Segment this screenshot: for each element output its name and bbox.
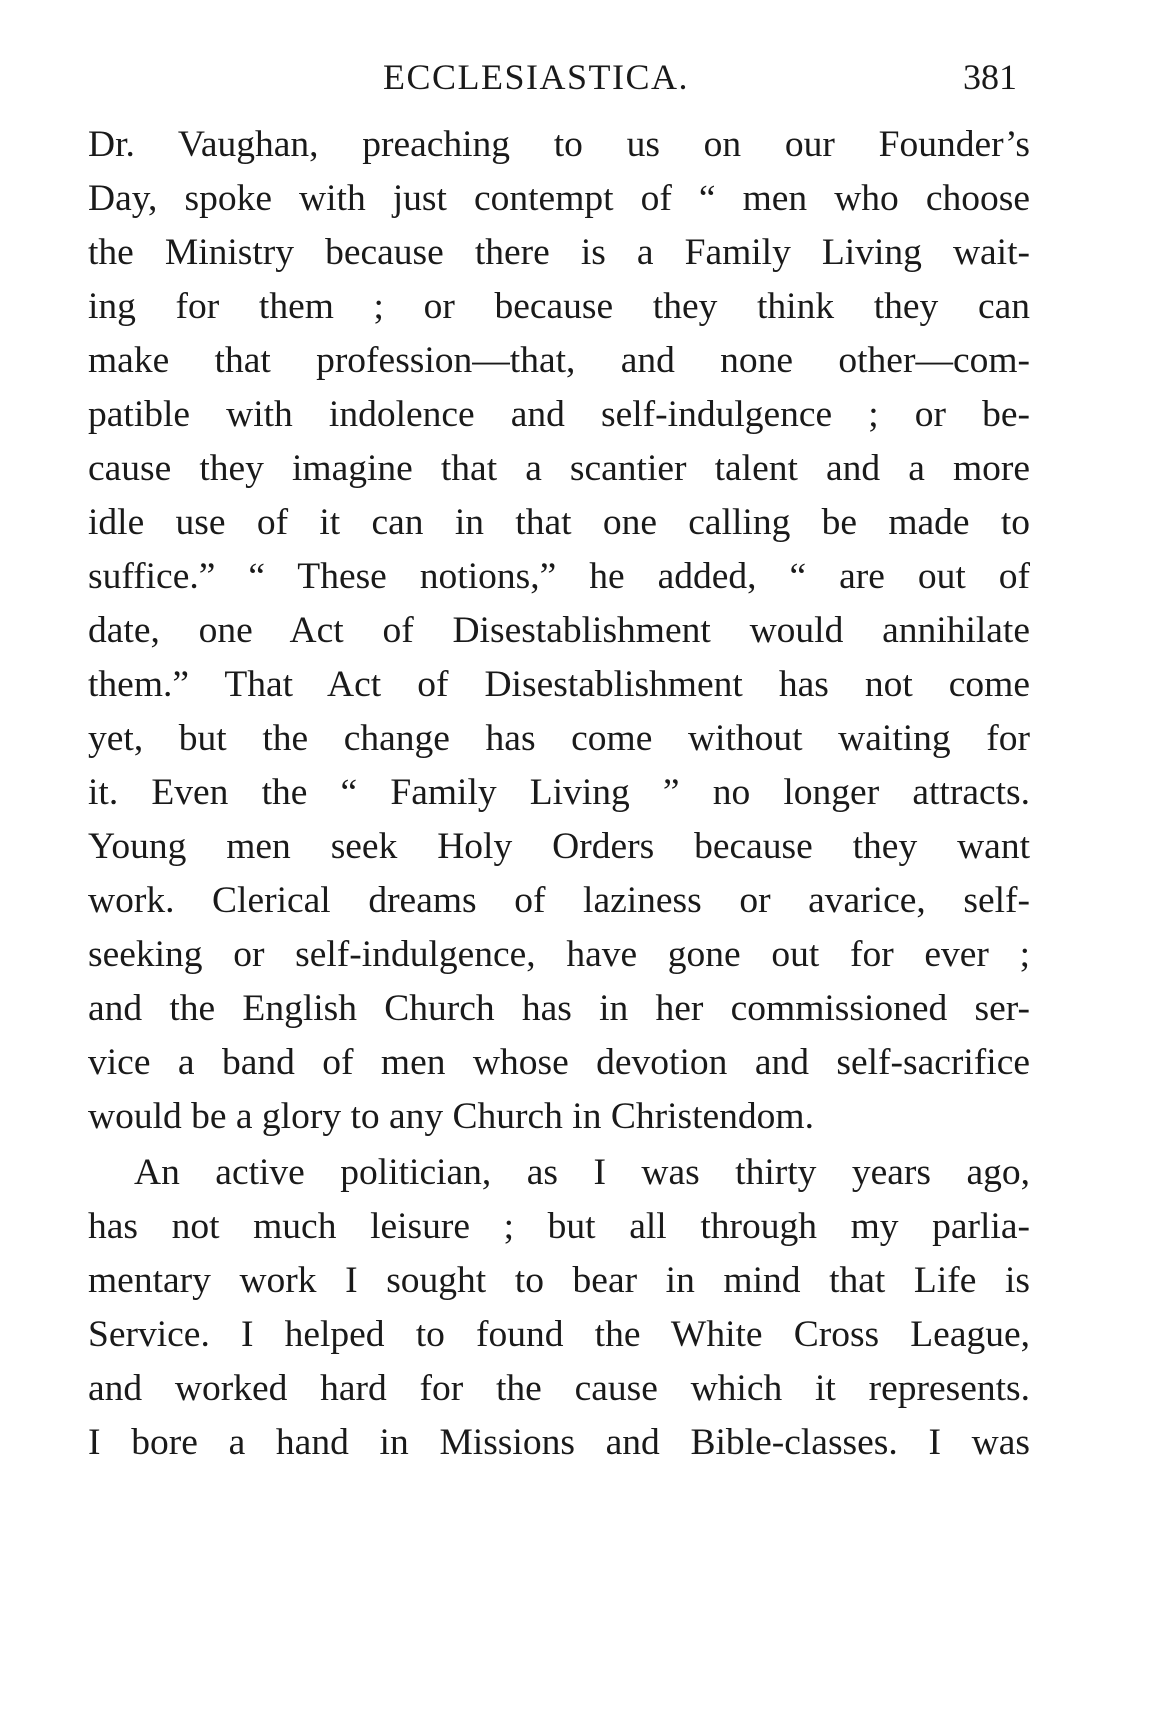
text-line: An active politician, as I was thirty years ago, <box>134 1152 1030 1193</box>
text-line: yet, but the change has come without waiting for <box>88 718 1030 759</box>
text-line: seeking or self-indulgence, have gone out for ever ; <box>88 934 1030 975</box>
text-line: and the English Church has in her commissioned ser- <box>88 988 1030 1029</box>
running-head <box>0 52 1152 102</box>
text-line: Service. I helped to found the White Cross League, <box>88 1314 1030 1355</box>
text-line: idle use of it can in that one calling be made to <box>88 502 1030 543</box>
text-line: mentary work I sought to bear in mind that Life is <box>88 1260 1030 1301</box>
text-line: has not much leisure ; but all through my parlia- <box>88 1206 1030 1247</box>
text-line: would be a glory to any Church in Christendom. <box>88 1096 814 1137</box>
text-line: patible with indolence and self-indulgence ; or be- <box>88 394 1030 435</box>
text-line: and worked hard for the cause which it represents. <box>88 1368 1030 1409</box>
text-line: it. Even the “ Family Living ” no longer attracts. <box>88 772 1030 813</box>
text-line: the Ministry because there is a Family Living wait- <box>88 232 1030 273</box>
text-line: ing for them ; or because they think they can <box>88 286 1030 327</box>
page-number: 381 <box>963 57 1017 97</box>
text-line: Dr. Vaughan, preaching to us on our Founder’s <box>88 124 1030 165</box>
text-line: I bore a hand in Missions and Bible-classes. I was <box>88 1422 1030 1463</box>
text-line: make that profession—that, and none other—com- <box>88 340 1030 381</box>
text-line: Day, spoke with just contempt of “ men who choose <box>88 178 1030 219</box>
text-line: vice a band of men whose devotion and self-sacrifice <box>88 1042 1030 1083</box>
text-line: suffice.” “ These notions,” he added, “ are out of <box>88 556 1030 597</box>
text-line: work. Clerical dreams of laziness or avarice, self- <box>88 880 1030 921</box>
text-line: cause they imagine that a scantier talent and a more <box>88 448 1030 489</box>
text-line: Young men seek Holy Orders because they want <box>88 826 1030 867</box>
text-line: date, one Act of Disestablishment would annihilate <box>88 610 1030 651</box>
running-head-title: ECCLESIASTICA. <box>383 57 690 97</box>
text-line: them.” That Act of Disestablishment has not come <box>88 664 1030 705</box>
